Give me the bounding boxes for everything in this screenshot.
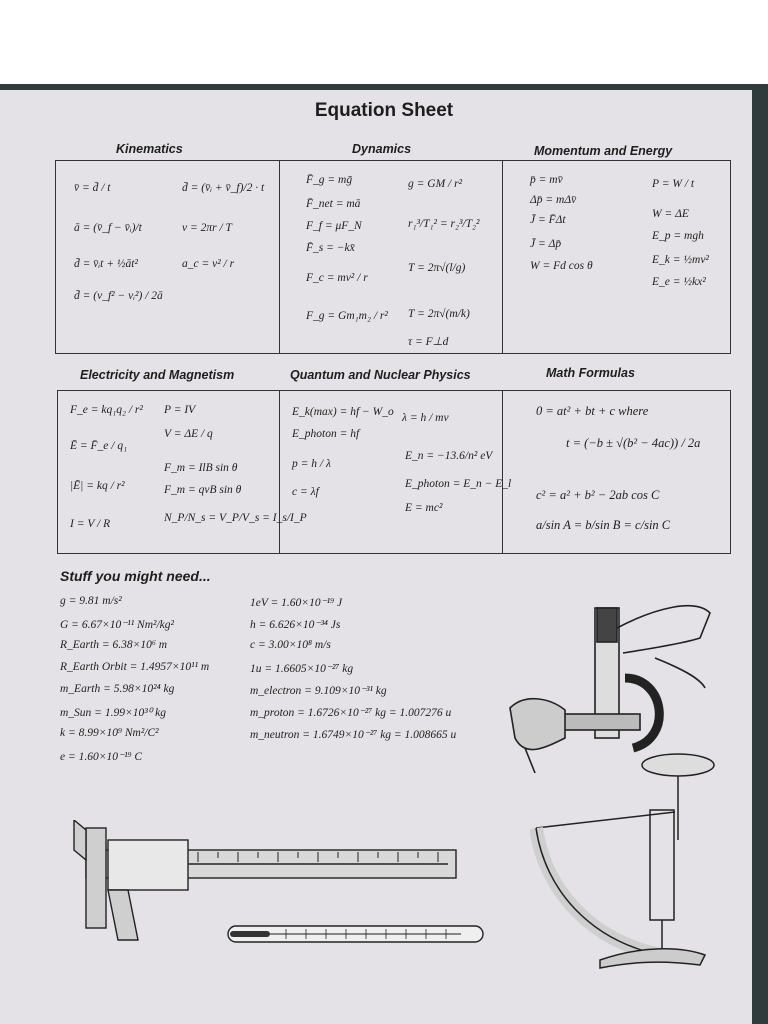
momentum-eq: E_p = mgh <box>652 230 704 242</box>
divider <box>279 390 280 554</box>
dynamics-eq: T = 2π√(l/g) <box>408 262 466 274</box>
constants-heading: Stuff you might need... <box>60 568 211 584</box>
constant-item: h = 6.626×10⁻³⁴ Js <box>250 619 341 631</box>
momentum-eq: J̄ = F̄Δt <box>530 214 566 226</box>
kinematics-eq: d̄ = (v_f² − vᵢ²) / 2ā <box>74 290 163 302</box>
electricity-eq: N_P/N_s = V_P/V_s = I_s/I_P <box>164 512 307 524</box>
math-eq: a/sin A = b/sin B = c/sin C <box>536 518 671 532</box>
math-eq: c² = a² + b² − 2ab cos C <box>536 488 660 502</box>
dynamics-eq: F̄_s = −kx̄ <box>306 242 355 254</box>
momentum-eq: p̄ = mv̄ <box>530 174 563 186</box>
quantum-eq: E_n = −13.6/n² eV <box>405 450 493 462</box>
dynamics-eq: τ = F⊥d <box>408 336 449 348</box>
momentum-eq: J̄ = Δp̄ <box>530 238 562 250</box>
quantum-eq: c = λf <box>292 486 319 498</box>
spring-scale-illustration <box>530 750 725 972</box>
constant-item: c = 3.00×10⁸ m/s <box>250 639 331 651</box>
dynamics-eq: F̄_net = mā <box>306 198 361 210</box>
constant-item: g = 9.81 m/s² <box>60 595 122 607</box>
math-eq: 0 = at² + bt + c where <box>536 404 649 418</box>
kinematics-eq: v = 2πr / T <box>182 222 232 234</box>
kinematics-eq: a_c = v² / r <box>182 258 235 270</box>
page-title: Equation Sheet <box>314 100 454 121</box>
constant-item: k = 8.99×10⁹ Nm²/C² <box>60 727 159 739</box>
constant-item: m_proton = 1.6726×10⁻²⁷ kg = 1.007276 u <box>250 707 452 719</box>
math-heading: Math Formulas <box>546 366 635 380</box>
dynamics-eq: r₁³/T₁² = r₂³/T₂² <box>408 218 480 230</box>
kinematics-eq: d̄ = (v̄ᵢ + v̄_f)/2 · t <box>182 182 265 194</box>
quantum-eq: λ = h / mv <box>402 412 449 424</box>
dynamics-eq: F_c = mv² / r <box>306 272 368 284</box>
dynamics-eq: T = 2π√(m/k) <box>408 308 470 320</box>
electricity-eq: P = IV <box>164 404 196 416</box>
electricity-eq: V = ΔE / q <box>164 428 213 440</box>
kinematics-heading: Kinematics <box>116 142 183 156</box>
top-equations-box <box>55 160 731 354</box>
constant-item: e = 1.60×10⁻¹⁹ C <box>60 751 143 763</box>
dynamics-eq: F_g = Gm₁m₂ / r² <box>306 310 388 322</box>
dynamics-heading: Dynamics <box>352 142 412 156</box>
momentum-eq: E_k = ½mv² <box>652 254 709 266</box>
momentum-heading: Momentum and Energy <box>534 144 673 158</box>
constant-item: m_electron = 9.109×10⁻³¹ kg <box>250 685 387 697</box>
constant-item: R_Earth Orbit = 1.4957×10¹¹ m <box>60 661 210 673</box>
momentum-eq: E_e = ½kx² <box>652 276 706 288</box>
quantum-eq: p = h / λ <box>292 458 331 470</box>
constant-item: 1u = 1.6605×10⁻²⁷ kg <box>250 663 354 675</box>
kinematics-eq: d̄ = v̄ᵢt + ½āt² <box>74 258 138 270</box>
electricity-eq: Ē = F̄_e / q₁ <box>70 440 128 452</box>
momentum-eq: W = ΔE <box>652 208 689 220</box>
divider <box>279 160 280 354</box>
momentum-eq: P = W / t <box>652 178 695 190</box>
dynamics-eq: F_f = μF_N <box>306 220 362 232</box>
momentum-eq: W = Fd cos θ <box>530 260 593 272</box>
electricity-heading: Electricity and Magnetism <box>80 368 235 382</box>
thermometer-illustration <box>226 920 488 948</box>
constant-item: R_Earth = 6.38×10⁶ m <box>60 639 168 651</box>
divider <box>502 160 503 354</box>
electricity-eq: I = V / R <box>70 518 111 530</box>
quantum-eq: E_k(max) = hf − W_o <box>292 406 394 418</box>
electricity-eq: F_m = IlB sin θ <box>164 462 238 474</box>
momentum-eq: Δp̄ = mΔv̄ <box>530 194 577 206</box>
dynamics-eq: F̄_g = mḡ <box>306 174 353 186</box>
math-eq: t = (−b ± √(b² − 4ac)) / 2a <box>566 436 701 450</box>
constant-item: G = 6.67×10⁻¹¹ Nm²/kg² <box>60 619 174 631</box>
constant-item: m_Earth = 5.98×10²⁴ kg <box>60 683 175 695</box>
kinematics-eq: v̄ = d̄ / t <box>74 182 111 194</box>
kinematics-eq: ā = (v̄_f − v̄ᵢ)/t <box>74 222 142 234</box>
divider <box>502 390 503 554</box>
quantum-eq: E = mc² <box>405 502 443 514</box>
constant-item: 1eV = 1.60×10⁻¹⁹ J <box>250 597 343 609</box>
quantum-eq: E_photon = hf <box>292 428 360 440</box>
electricity-eq: |Ē| = kq / r² <box>70 480 125 492</box>
constant-item: m_neutron = 1.6749×10⁻²⁷ kg = 1.008665 u <box>250 729 457 741</box>
electricity-eq: F_e = kq₁q₂ / r² <box>70 404 143 416</box>
constant-item: m_Sun = 1.99×10³⁰ kg <box>60 707 166 719</box>
electricity-eq: F_m = qvB sin θ <box>164 484 242 496</box>
quantum-heading: Quantum and Nuclear Physics <box>290 368 471 382</box>
quantum-eq: E_photon = E_n − E_l <box>405 478 512 490</box>
dynamics-eq: g = GM / r² <box>408 178 463 190</box>
